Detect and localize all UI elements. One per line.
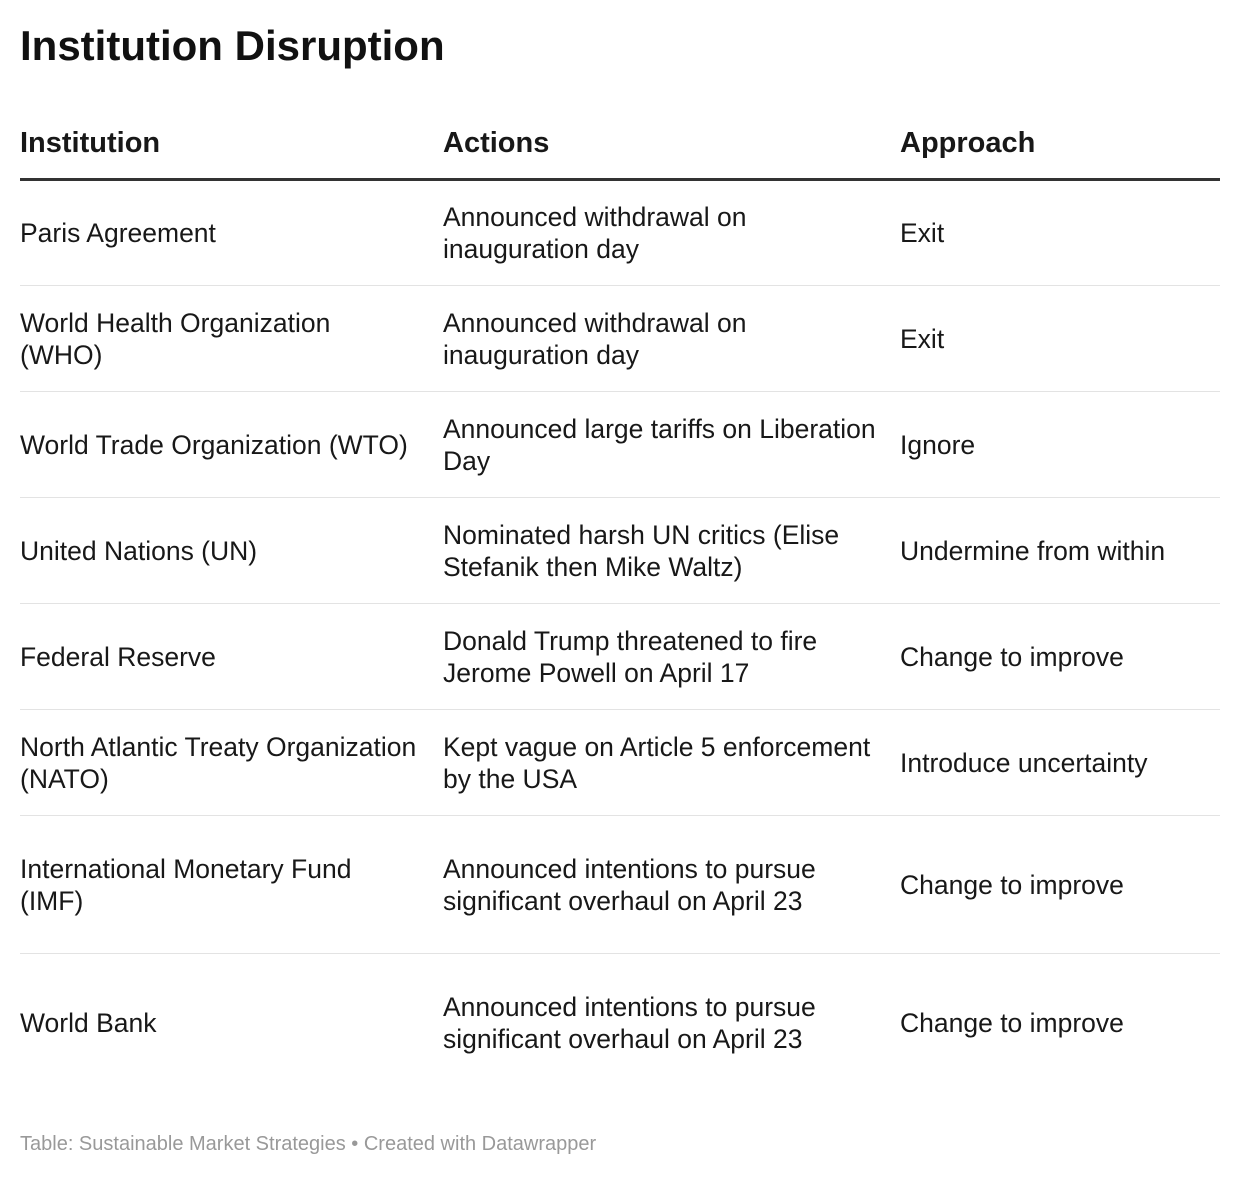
data-table: [20, 120, 1220, 1092]
table-row: [20, 180, 1220, 286]
cell-text: World Trade Organization (WTO): [20, 429, 408, 460]
cell-text: Announced intentions to pursue significant overhaul on April 23: [443, 853, 816, 916]
cell-approach: [900, 604, 1220, 710]
cell-text: Announced withdrawal on inauguration day: [443, 307, 747, 370]
column-header-approach: Approach: [900, 120, 1220, 180]
cell-text: International Monetary Fund (IMF): [20, 853, 352, 916]
cell-institution: [20, 286, 443, 392]
cell-actions: [443, 604, 900, 710]
cell-text: Announced large tariffs on Liberation Day: [443, 413, 876, 476]
cell-approach: [900, 498, 1220, 604]
cell-text: Federal Reserve: [20, 641, 216, 672]
cell-institution: [20, 180, 443, 286]
cell-actions: [443, 498, 900, 604]
cell-text: World Bank: [20, 1007, 157, 1038]
cell-actions: [443, 180, 900, 286]
cell-approach: [900, 816, 1220, 954]
cell-text: Exit: [900, 218, 945, 248]
column-header-actions: Actions: [443, 120, 900, 180]
cell-text: Undermine from within: [900, 535, 1166, 566]
cell-approach: [900, 286, 1220, 392]
table-container: [20, 0, 1220, 1092]
cell-text: Introduce uncertainty: [900, 747, 1148, 778]
table-title: Institution Disruption: [20, 22, 445, 69]
table-row: [20, 954, 1220, 1092]
cell-text: Change to improve: [900, 641, 1124, 672]
cell-text: Change to improve: [900, 1007, 1124, 1038]
cell-actions: [443, 954, 900, 1092]
cell-approach: [900, 180, 1220, 286]
source-footer: Table: Sustainable Market Strategies • Created with Datawrapper: [20, 1133, 597, 1155]
cell-actions: [443, 816, 900, 954]
cell-text: Paris Agreement: [20, 218, 216, 248]
header-row: [20, 120, 1220, 180]
cell-text: Nominated harsh UN critics (Elise Stefanik then Mike Waltz): [443, 519, 840, 582]
cell-text: Announced withdrawal on inauguration day: [443, 202, 747, 264]
cell-institution: [20, 604, 443, 710]
cell-text: United Nations (UN): [20, 535, 258, 566]
cell-text: Exit: [900, 323, 945, 354]
table-row: [20, 710, 1220, 816]
table-row: [20, 286, 1220, 392]
cell-approach: [900, 392, 1220, 498]
cell-institution: [20, 710, 443, 816]
cell-text: North Atlantic Treaty Organization (NATO): [20, 731, 417, 794]
cell-text: Kept vague on Article 5 enforcement by the USA: [443, 731, 871, 794]
cell-text: World Health Organization (WHO): [20, 307, 331, 370]
cell-text: Donald Trump threatened to fire Jerome Powell on April 17: [443, 625, 818, 688]
cell-institution: [20, 392, 443, 498]
cell-text: Change to improve: [900, 869, 1124, 900]
cell-approach: [900, 954, 1220, 1092]
cell-actions: [443, 710, 900, 816]
cell-institution: [20, 498, 443, 604]
cell-actions: [443, 286, 900, 392]
column-header-institution: Institution: [20, 120, 443, 180]
table-row: [20, 392, 1220, 498]
cell-actions: [443, 392, 900, 498]
cell-text: Announced intentions to pursue significant overhaul on April 23: [443, 991, 816, 1054]
cell-text: Ignore: [900, 429, 976, 460]
cell-institution: [20, 954, 443, 1092]
table-row: [20, 604, 1220, 710]
cell-approach: [900, 710, 1220, 816]
cell-institution: [20, 816, 443, 954]
table-row: [20, 498, 1220, 604]
table-row: [20, 816, 1220, 954]
